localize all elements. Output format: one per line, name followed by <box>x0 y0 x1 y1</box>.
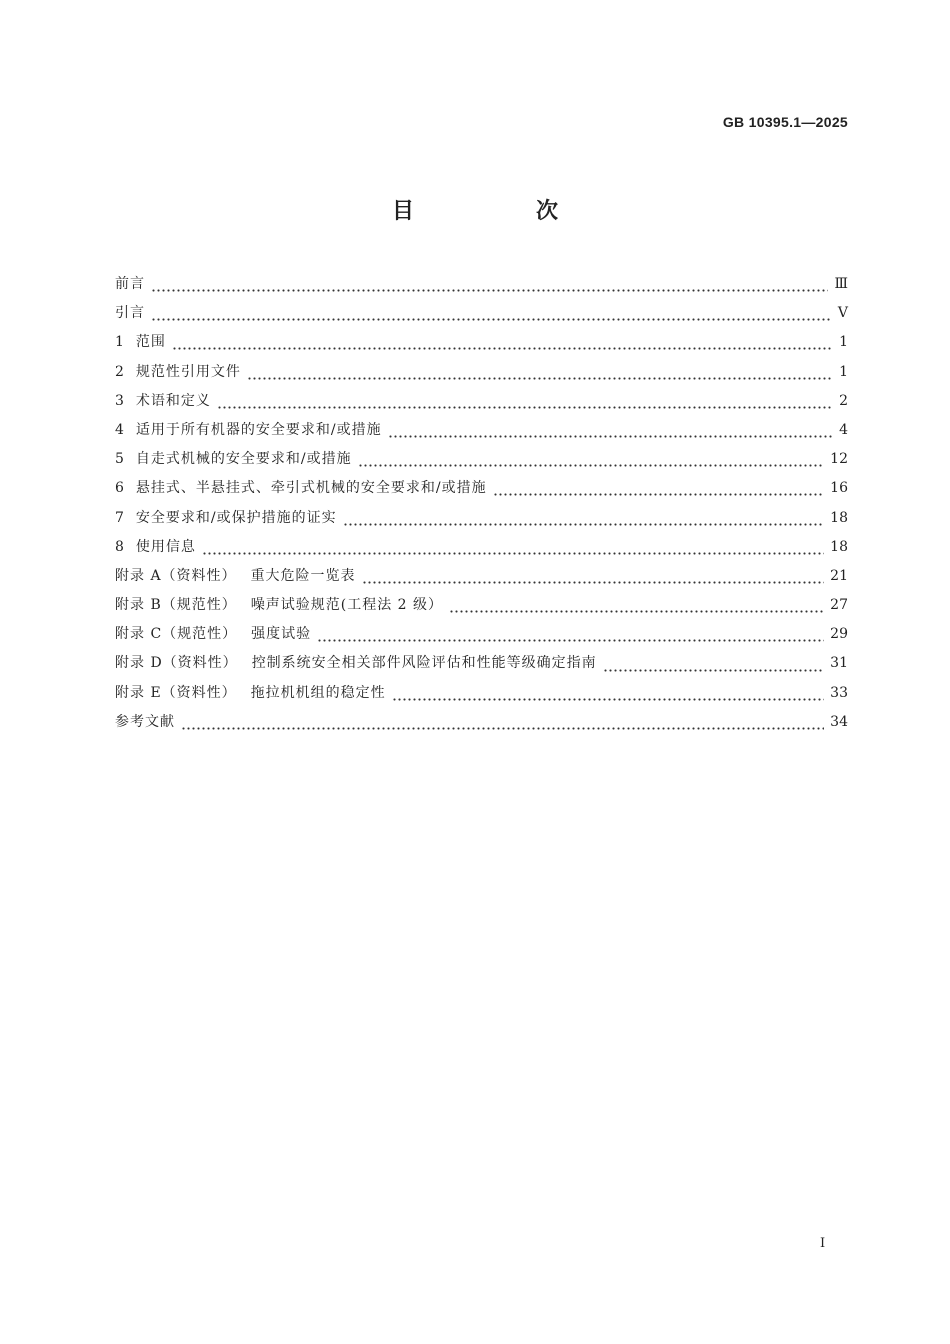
toc-entry[interactable] <box>115 419 848 448</box>
toc-entry-title: 使用信息 <box>135 538 196 555</box>
toc-entry-page: 1 <box>839 363 848 380</box>
toc-entry[interactable] <box>115 594 848 623</box>
dot-leader <box>362 581 825 584</box>
toc-entry-page: 18 <box>830 509 848 526</box>
toc-entry[interactable] <box>115 390 848 419</box>
toc-entry-number: 4 <box>115 421 124 438</box>
toc-entry-page: 12 <box>830 451 848 468</box>
toc-entry[interactable] <box>115 477 848 506</box>
toc-entry[interactable] <box>115 448 848 477</box>
dot-leader <box>493 493 825 496</box>
toc-entry-page: 29 <box>830 626 848 643</box>
toc-appendix-label: 附录 D（资料性） <box>115 655 238 672</box>
toc-entry-title: 自走式机械的安全要求和/或措施 <box>135 451 352 468</box>
table-of-contents <box>115 273 848 740</box>
toc-entry-title: 参考文献 <box>115 713 175 730</box>
toc-entry-page: 27 <box>830 597 848 614</box>
toc-entry-title: 噪声试验规范(工程法 2 级） <box>250 597 444 614</box>
dot-leader <box>392 698 825 701</box>
toc-entry[interactable] <box>115 565 848 594</box>
toc-entry-number: 2 <box>115 363 124 380</box>
standard-code-header: GB 10395.1—2025 <box>722 114 848 130</box>
toc-entry-title: 规范性引用文件 <box>135 363 241 380</box>
toc-entry-title: 控制系统安全相关部件风险评估和性能等级确定指南 <box>251 655 597 672</box>
toc-entry-page: 2 <box>839 392 848 409</box>
toc-appendix-label: 附录 B（规范性） <box>115 597 237 614</box>
toc-entry[interactable] <box>115 273 848 302</box>
dot-leader <box>151 289 828 292</box>
dot-leader <box>343 523 825 526</box>
toc-entry-page: Ⅲ <box>834 276 848 292</box>
toc-entry[interactable] <box>115 682 848 711</box>
toc-entry-number: 7 <box>115 509 124 526</box>
toc-entry[interactable] <box>115 711 848 740</box>
toc-entry-title: 范围 <box>135 334 166 351</box>
toc-entry-page: 4 <box>839 421 848 438</box>
toc-entry-number: 5 <box>115 451 124 468</box>
toc-entry-title: 拖拉机机组的稳定性 <box>250 684 386 701</box>
dot-leader <box>151 318 832 321</box>
dot-leader <box>247 377 833 380</box>
toc-appendix-label: 附录 A（资料性） <box>115 567 237 584</box>
toc-appendix-label: 附录 E（资料性） <box>115 684 237 701</box>
toc-entry-title: 适用于所有机器的安全要求和/或措施 <box>135 421 382 438</box>
toc-entry-page: 18 <box>830 538 848 555</box>
toc-entry-number: 1 <box>115 334 124 351</box>
toc-entry[interactable] <box>115 302 848 331</box>
toc-entry-title: 重大危险一览表 <box>250 567 356 584</box>
toc-entry-number: 8 <box>115 538 124 555</box>
toc-entry-page: 16 <box>830 480 848 497</box>
toc-entry-page: Ⅴ <box>837 305 848 322</box>
toc-entry-page: 31 <box>830 655 848 672</box>
toc-entry-page: 33 <box>830 684 848 701</box>
toc-entry[interactable] <box>115 623 848 652</box>
dot-leader <box>172 347 833 350</box>
dot-leader <box>388 435 833 438</box>
page-number: Ⅰ <box>820 1236 826 1251</box>
toc-entry-page: 1 <box>839 334 848 351</box>
toc-entry-title: 强度试验 <box>251 626 312 643</box>
toc-entry[interactable] <box>115 652 848 681</box>
toc-entry-number: 3 <box>115 392 124 409</box>
dot-leader <box>603 669 824 672</box>
toc-appendix-label: 附录 C（规范性） <box>115 626 238 643</box>
toc-entry-title: 安全要求和/或保护措施的证实 <box>135 509 337 526</box>
toc-entry[interactable] <box>115 331 848 360</box>
dot-leader <box>181 727 824 730</box>
toc-entry[interactable] <box>115 536 848 565</box>
dot-leader <box>217 406 833 409</box>
toc-entry[interactable] <box>115 361 848 390</box>
dot-leader <box>202 552 824 555</box>
dot-leader <box>317 639 824 642</box>
toc-entry-number: 6 <box>115 480 124 497</box>
toc-entry-page: 21 <box>830 567 848 584</box>
dot-leader <box>449 610 824 613</box>
toc-entry-title: 引言 <box>115 305 145 322</box>
page-title: 目 次 <box>391 198 608 224</box>
toc-entry-title: 术语和定义 <box>135 392 211 409</box>
toc-entry[interactable] <box>115 507 848 536</box>
toc-entry-title: 前言 <box>115 276 145 292</box>
dot-leader <box>358 464 825 467</box>
toc-entry-title: 悬挂式、半悬挂式、牵引式机械的安全要求和/或措施 <box>135 480 487 497</box>
toc-entry-page: 34 <box>830 713 848 730</box>
